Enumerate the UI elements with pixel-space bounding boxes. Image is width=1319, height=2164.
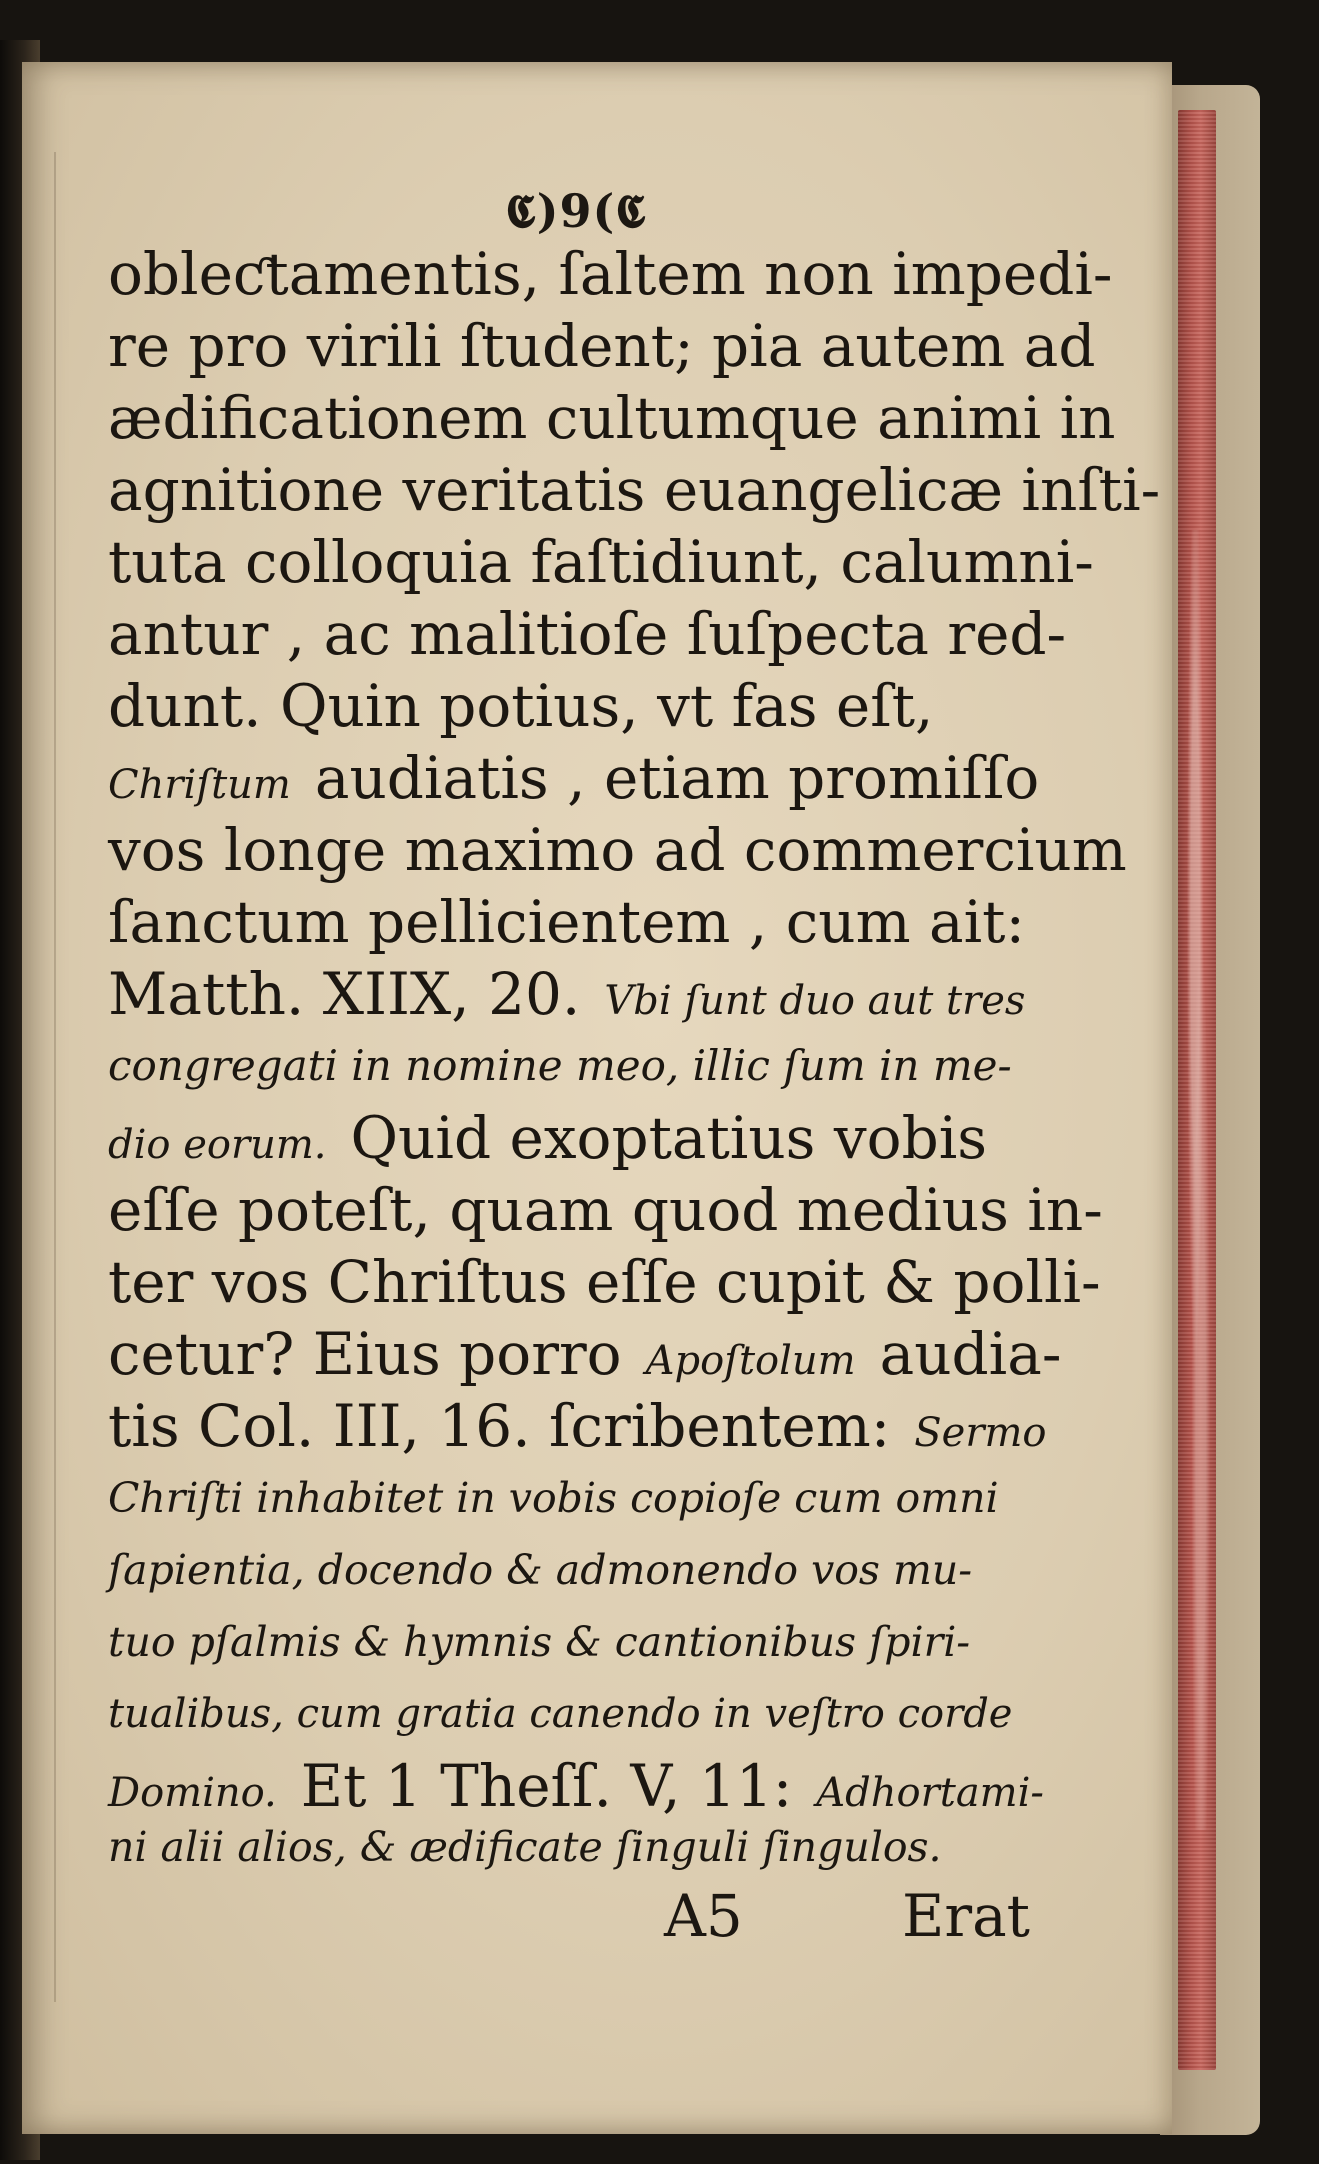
- line-text: antur , ac malitioſe ſuſpecta red-: [108, 600, 1067, 668]
- text-line-5: [108, 526, 1094, 598]
- text-line-16: [108, 1318, 1062, 1390]
- line-text: audiatis , etiam promiſſo: [314, 744, 1040, 812]
- line-text-italic: Chriſti inhabitet in vobis copioſe cum omni: [108, 1474, 999, 1522]
- text-line-14: [108, 1174, 1103, 1246]
- text-line-2: [108, 310, 1096, 382]
- text-line-15: [108, 1246, 1101, 1318]
- line-text-italic: ni alii alios, & ædificate ſinguli ſingulos.: [108, 1823, 942, 1871]
- line-text: cetur? Eius porro: [108, 1320, 622, 1388]
- line-text: tis Col. III, 16. ſcribentem:: [108, 1392, 891, 1460]
- line-text: Matth. XIIX, 20.: [108, 960, 581, 1028]
- line-text: Et 1 Theſſ. V, 11:: [300, 1752, 793, 1820]
- text-line-6: [108, 598, 1067, 670]
- line-text-italic: Domino.: [108, 1770, 277, 1816]
- text-line-13: [108, 1102, 1018, 1174]
- text-line-8: [108, 742, 1040, 814]
- line-text: eſſe poteſt, quam quod medius in-: [108, 1176, 1103, 1244]
- line-text: re pro virili ſtudent; pia autem ad: [108, 312, 1096, 380]
- signature-mark: A5: [664, 1882, 743, 1950]
- line-text-italic: Sermo: [914, 1410, 1047, 1456]
- text-line-10: [108, 886, 1025, 958]
- line-text-italic: Vbi ſunt duo aut tres: [604, 978, 1026, 1024]
- line-text-italic: Adhortami-: [816, 1770, 1044, 1816]
- line-text-italic: ſapientia, docendo & admonendo vos mu-: [108, 1546, 973, 1594]
- line-text-italic: tuo pſalmis & hymnis & cantionibus ſpiri-: [108, 1618, 971, 1666]
- text-line-3: [108, 382, 1116, 454]
- line-text: ter vos Chriſtus eſſe cupit & polli-: [108, 1248, 1101, 1316]
- text-line-19: [108, 1534, 1018, 1606]
- line-text: agnitione veritatis euangelicæ inſti-: [108, 456, 1161, 524]
- line-text: vos longe maximo ad commercium: [108, 816, 1127, 884]
- line-text-italic: tualibus, cum gratia canendo in veſtro corde: [108, 1691, 1013, 1737]
- gutter-crease: [54, 152, 56, 2002]
- line-text: tuta colloquia faſtidiunt, calumni-: [108, 528, 1094, 596]
- line-text: audia-: [879, 1320, 1062, 1388]
- text-line-18: [108, 1462, 1018, 1534]
- line-text-italic: Chriſtum: [108, 762, 291, 808]
- text-line-1: [108, 238, 1113, 310]
- text-line-11: [108, 958, 1026, 1030]
- page-header-ornament: 𝕮)9(𝕮: [505, 184, 647, 238]
- line-text-italic: dio eorum.: [108, 1122, 327, 1168]
- text-line-4: [108, 454, 1161, 526]
- line-text: ſanctum pellicientem , cum ait:: [108, 888, 1025, 956]
- line-text: Quid exoptatius vobis: [350, 1104, 988, 1172]
- text-line-7: [108, 670, 1018, 742]
- line-text-italic: congregati in nomine meo, illic ſum in me-: [108, 1041, 1012, 1090]
- text-line-17: [108, 1390, 1047, 1462]
- text-line-9: [108, 814, 1127, 886]
- line-text-italic: Apoſtolum: [645, 1338, 856, 1384]
- text-line-22: [108, 1750, 1044, 1822]
- red-sprinkled-edge: [1178, 110, 1216, 2070]
- line-text: obleƈtamentis, ſaltem non impedi-: [108, 240, 1113, 308]
- text-line-20: [108, 1606, 1018, 1678]
- text-line-21: [108, 1678, 1018, 1750]
- catchword: Erat: [902, 1882, 1030, 1950]
- text-line-12: [108, 1030, 1018, 1102]
- text-line-23: [108, 1822, 1018, 1872]
- line-text: dunt. Quin potius, vt fas eſt,: [108, 672, 934, 740]
- line-text: ædificationem cultumque animi in: [108, 384, 1116, 452]
